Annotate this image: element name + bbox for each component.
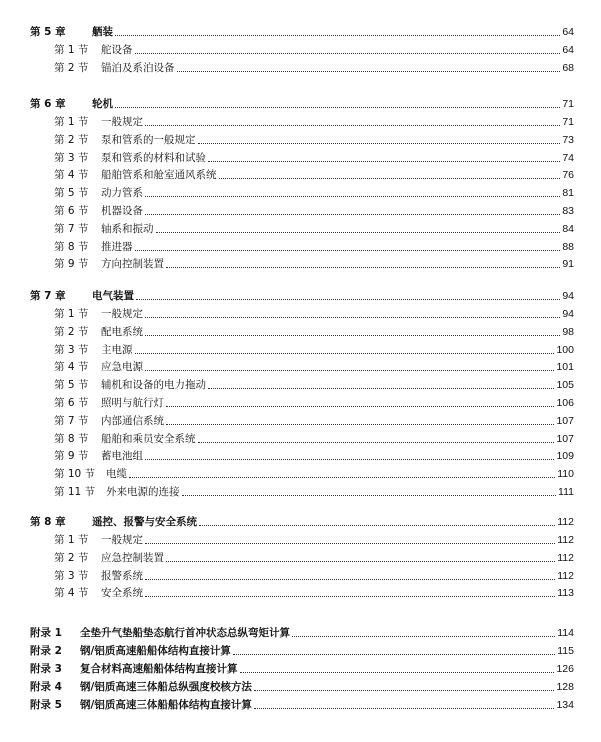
dot-leader <box>145 596 555 597</box>
section-entry-number: 第 3 节 <box>54 151 89 164</box>
dot-leader <box>166 406 554 407</box>
section-entry-page-number: 83 <box>562 205 574 217</box>
dot-leader <box>254 690 555 691</box>
section-entry[interactable] <box>54 568 574 584</box>
section-entry-number: 第 11 节 <box>54 486 96 498</box>
section-entry[interactable] <box>54 359 574 375</box>
section-entry-title: 主电源 <box>101 343 133 356</box>
section-entry-title: 方向控制装置 <box>101 258 164 271</box>
section-entry-page-number: 112 <box>557 551 574 564</box>
section-entry[interactable] <box>54 413 574 429</box>
section-entry[interactable] <box>54 431 574 447</box>
section-entry-number: 第 10 节 <box>54 468 96 481</box>
section-entry[interactable] <box>54 221 574 237</box>
chapter-entry[interactable] <box>30 96 574 112</box>
section-entry-title: 配电系统 <box>101 325 143 338</box>
dot-leader <box>292 636 555 637</box>
dot-leader <box>145 579 555 580</box>
section-entry-title: 应急电源 <box>101 361 143 374</box>
section-entry-number: 第 2 节 <box>54 551 89 564</box>
section-entry-page-number: 68 <box>562 61 574 74</box>
section-entry-title: 一般规定 <box>101 308 143 320</box>
dot-leader <box>115 35 560 36</box>
appendix-entry-number: 附录 2 <box>30 645 62 657</box>
chapter-entry[interactable] <box>30 514 574 530</box>
dot-leader <box>135 250 561 251</box>
section-entry-title: 泵和管系的一般规定 <box>101 133 196 146</box>
section-entry-title: 舵设备 <box>101 44 133 56</box>
section-entry-number: 第 1 节 <box>54 308 89 320</box>
chapter-entry-page-number: 64 <box>562 26 574 38</box>
appendix-entry-number: 附录 5 <box>30 699 62 711</box>
section-entry-title: 外来电源的连接 <box>106 486 180 498</box>
section-entry[interactable] <box>54 203 574 219</box>
section-entry[interactable] <box>54 167 574 183</box>
section-entry-number: 第 4 节 <box>54 169 89 182</box>
appendix-entry[interactable] <box>30 625 574 641</box>
dot-leader <box>208 388 554 389</box>
dot-leader <box>145 335 560 336</box>
appendix-entry-number: 附录 3 <box>30 663 62 675</box>
section-entry-number: 第 7 节 <box>54 222 89 235</box>
section-entry-title: 电缆 <box>106 468 127 481</box>
dot-leader <box>145 214 560 215</box>
dot-leader <box>115 107 560 108</box>
section-entry-title: 一般规定 <box>101 534 143 546</box>
section-entry[interactable] <box>54 466 574 482</box>
chapter-entry-title: 轮机 <box>92 98 113 110</box>
appendix-entry-title: 复合材料高速船船体结构直接计算 <box>80 663 238 675</box>
appendix-entry-number: 附录 1 <box>30 627 62 639</box>
section-entry-page-number: 113 <box>557 587 574 600</box>
dot-leader <box>145 196 560 197</box>
section-entry-title: 锚泊及系泊设备 <box>101 61 175 74</box>
section-entry-title: 应急控制装置 <box>101 551 164 564</box>
section-entry[interactable] <box>54 324 574 340</box>
section-entry-title: 辅机和设备的电力拖动 <box>101 379 206 392</box>
section-entry-title: 推进器 <box>101 240 133 253</box>
section-entry-page-number: 109 <box>556 450 574 463</box>
section-entry[interactable] <box>54 132 574 148</box>
dot-leader <box>156 232 561 233</box>
dot-leader <box>208 161 560 162</box>
section-entry-page-number: 112 <box>557 534 574 546</box>
section-entry-title: 泵和管系的材料和试验 <box>101 151 206 164</box>
section-entry-page-number: 107 <box>556 414 574 427</box>
chapter-entry-number: 第 5 章 <box>30 26 66 38</box>
section-entry-number: 第 3 节 <box>54 343 89 356</box>
section-entry-page-number: 71 <box>562 116 574 128</box>
appendix-entry-title: 全垫升气垫船垫态航行首冲状态总纵弯矩计算 <box>80 627 290 639</box>
section-entry-number: 第 1 节 <box>54 44 89 56</box>
section-entry-title: 蓄电池组 <box>101 450 143 463</box>
dot-leader <box>254 708 555 709</box>
section-entry-page-number: 100 <box>556 343 574 356</box>
section-entry[interactable] <box>54 342 574 358</box>
section-entry[interactable] <box>54 532 574 548</box>
dot-leader <box>177 71 561 72</box>
section-entry[interactable] <box>54 256 574 272</box>
dot-leader <box>166 561 555 562</box>
section-entry[interactable] <box>54 395 574 411</box>
dot-leader <box>233 654 555 655</box>
section-entry-number: 第 5 节 <box>54 187 89 200</box>
section-entry-page-number: 107 <box>556 432 574 445</box>
section-entry[interactable] <box>54 239 574 255</box>
chapter-entry-title: 电气装置 <box>92 290 134 302</box>
chapter-entry-number: 第 8 章 <box>30 516 66 528</box>
section-entry[interactable] <box>54 377 574 393</box>
section-entry[interactable] <box>54 150 574 166</box>
section-entry-number: 第 7 节 <box>54 414 89 427</box>
section-entry-page-number: 76 <box>562 169 574 182</box>
appendix-entry-title: 钢/铝质高速船船体结构直接计算 <box>80 645 231 657</box>
section-entry[interactable] <box>54 306 574 322</box>
section-entry-page-number: 74 <box>562 151 574 164</box>
dot-leader <box>198 143 561 144</box>
section-entry-page-number: 84 <box>562 222 574 235</box>
chapter-entry[interactable] <box>30 24 574 40</box>
appendix-entry[interactable] <box>30 679 574 695</box>
appendix-entry-page-number: 126 <box>556 663 574 675</box>
dot-leader <box>145 370 554 371</box>
chapter-entry-number: 第 6 章 <box>30 98 66 110</box>
section-entry-page-number: 106 <box>556 397 574 409</box>
section-entry-title: 安全系统 <box>101 587 143 600</box>
section-entry-page-number: 81 <box>562 187 574 200</box>
dot-leader <box>136 299 560 300</box>
chapter-entry-page-number: 112 <box>557 516 574 528</box>
section-entry-number: 第 3 节 <box>54 569 89 582</box>
chapter-entry-title: 舾装 <box>92 26 113 38</box>
dot-leader <box>145 125 560 126</box>
section-entry-number: 第 6 节 <box>54 205 89 217</box>
section-entry-page-number: 112 <box>557 569 574 582</box>
section-entry-page-number: 88 <box>562 240 574 253</box>
dot-leader <box>129 477 555 478</box>
section-entry-page-number: 64 <box>562 44 574 56</box>
section-entry-number: 第 2 节 <box>54 133 89 146</box>
section-entry-page-number: 110 <box>557 468 574 481</box>
appendix-entry[interactable] <box>30 661 574 677</box>
section-entry-number: 第 1 节 <box>54 534 89 546</box>
section-entry[interactable] <box>54 60 574 76</box>
section-entry-title: 照明与航行灯 <box>101 397 164 409</box>
section-entry-page-number: 91 <box>562 258 574 271</box>
section-entry-title: 报警系统 <box>101 569 143 582</box>
section-entry[interactable] <box>54 448 574 464</box>
chapter-entry-title: 遥控、报警与安全系统 <box>92 516 197 528</box>
section-entry-page-number: 73 <box>562 133 574 146</box>
appendix-entry[interactable] <box>30 643 574 659</box>
section-entry-page-number: 101 <box>556 361 574 374</box>
dot-leader <box>240 672 555 673</box>
section-entry[interactable] <box>54 42 574 58</box>
appendix-entry-title: 钢/铝质高速三体船船体结构直接计算 <box>80 699 252 711</box>
section-entry-title: 船舶管系和舱室通风系统 <box>101 169 217 182</box>
section-entry[interactable] <box>54 114 574 130</box>
section-entry-title: 内部通信系统 <box>101 414 164 427</box>
dot-leader <box>145 543 555 544</box>
dot-leader <box>166 267 560 268</box>
dot-leader <box>135 353 555 354</box>
section-entry-number: 第 9 节 <box>54 258 89 271</box>
dot-leader <box>219 178 561 179</box>
dot-leader <box>182 495 557 496</box>
section-entry-number: 第 1 节 <box>54 116 89 128</box>
appendix-entry-page-number: 115 <box>557 645 574 657</box>
appendix-entry-page-number: 114 <box>557 627 574 639</box>
section-entry-number: 第 8 节 <box>54 432 89 445</box>
appendix-entry-number: 附录 4 <box>30 681 62 693</box>
appendix-entry-page-number: 128 <box>556 681 574 693</box>
section-entry-number: 第 4 节 <box>54 361 89 374</box>
dot-leader <box>166 424 554 425</box>
chapter-entry-page-number: 71 <box>562 98 574 110</box>
dot-leader <box>145 459 554 460</box>
section-entry-page-number: 98 <box>562 325 574 338</box>
section-entry-title: 轴系和振动 <box>101 222 154 235</box>
dot-leader <box>198 442 555 443</box>
section-entry-title: 一般规定 <box>101 116 143 128</box>
dot-leader <box>135 53 561 54</box>
section-entry[interactable] <box>54 185 574 201</box>
section-entry-page-number: 111 <box>558 486 574 498</box>
dot-leader <box>199 525 555 526</box>
section-entry-number: 第 5 节 <box>54 379 89 392</box>
appendix-entry-title: 钢/铝质高速三体船总纵强度校核方法 <box>80 681 252 693</box>
appendix-entry[interactable] <box>30 697 574 713</box>
section-entry-number: 第 9 节 <box>54 450 89 463</box>
chapter-entry-page-number: 94 <box>562 290 574 302</box>
section-entry[interactable] <box>54 484 574 500</box>
section-entry-number: 第 2 节 <box>54 61 89 74</box>
dot-leader <box>145 317 560 318</box>
chapter-entry[interactable] <box>30 288 574 304</box>
section-entry-number: 第 2 节 <box>54 325 89 338</box>
section-entry-title: 机器设备 <box>101 205 143 217</box>
section-entry-title: 船舶和乘员安全系统 <box>101 432 196 445</box>
section-entry-number: 第 8 节 <box>54 240 89 253</box>
section-entry[interactable] <box>54 585 574 601</box>
chapter-entry-number: 第 7 章 <box>30 290 66 302</box>
section-entry-number: 第 4 节 <box>54 587 89 600</box>
section-entry[interactable] <box>54 550 574 566</box>
section-entry-number: 第 6 节 <box>54 397 89 409</box>
section-entry-page-number: 94 <box>562 308 574 320</box>
section-entry-page-number: 105 <box>556 379 574 392</box>
appendix-entry-page-number: 134 <box>556 699 574 711</box>
section-entry-title: 动力管系 <box>101 187 143 200</box>
